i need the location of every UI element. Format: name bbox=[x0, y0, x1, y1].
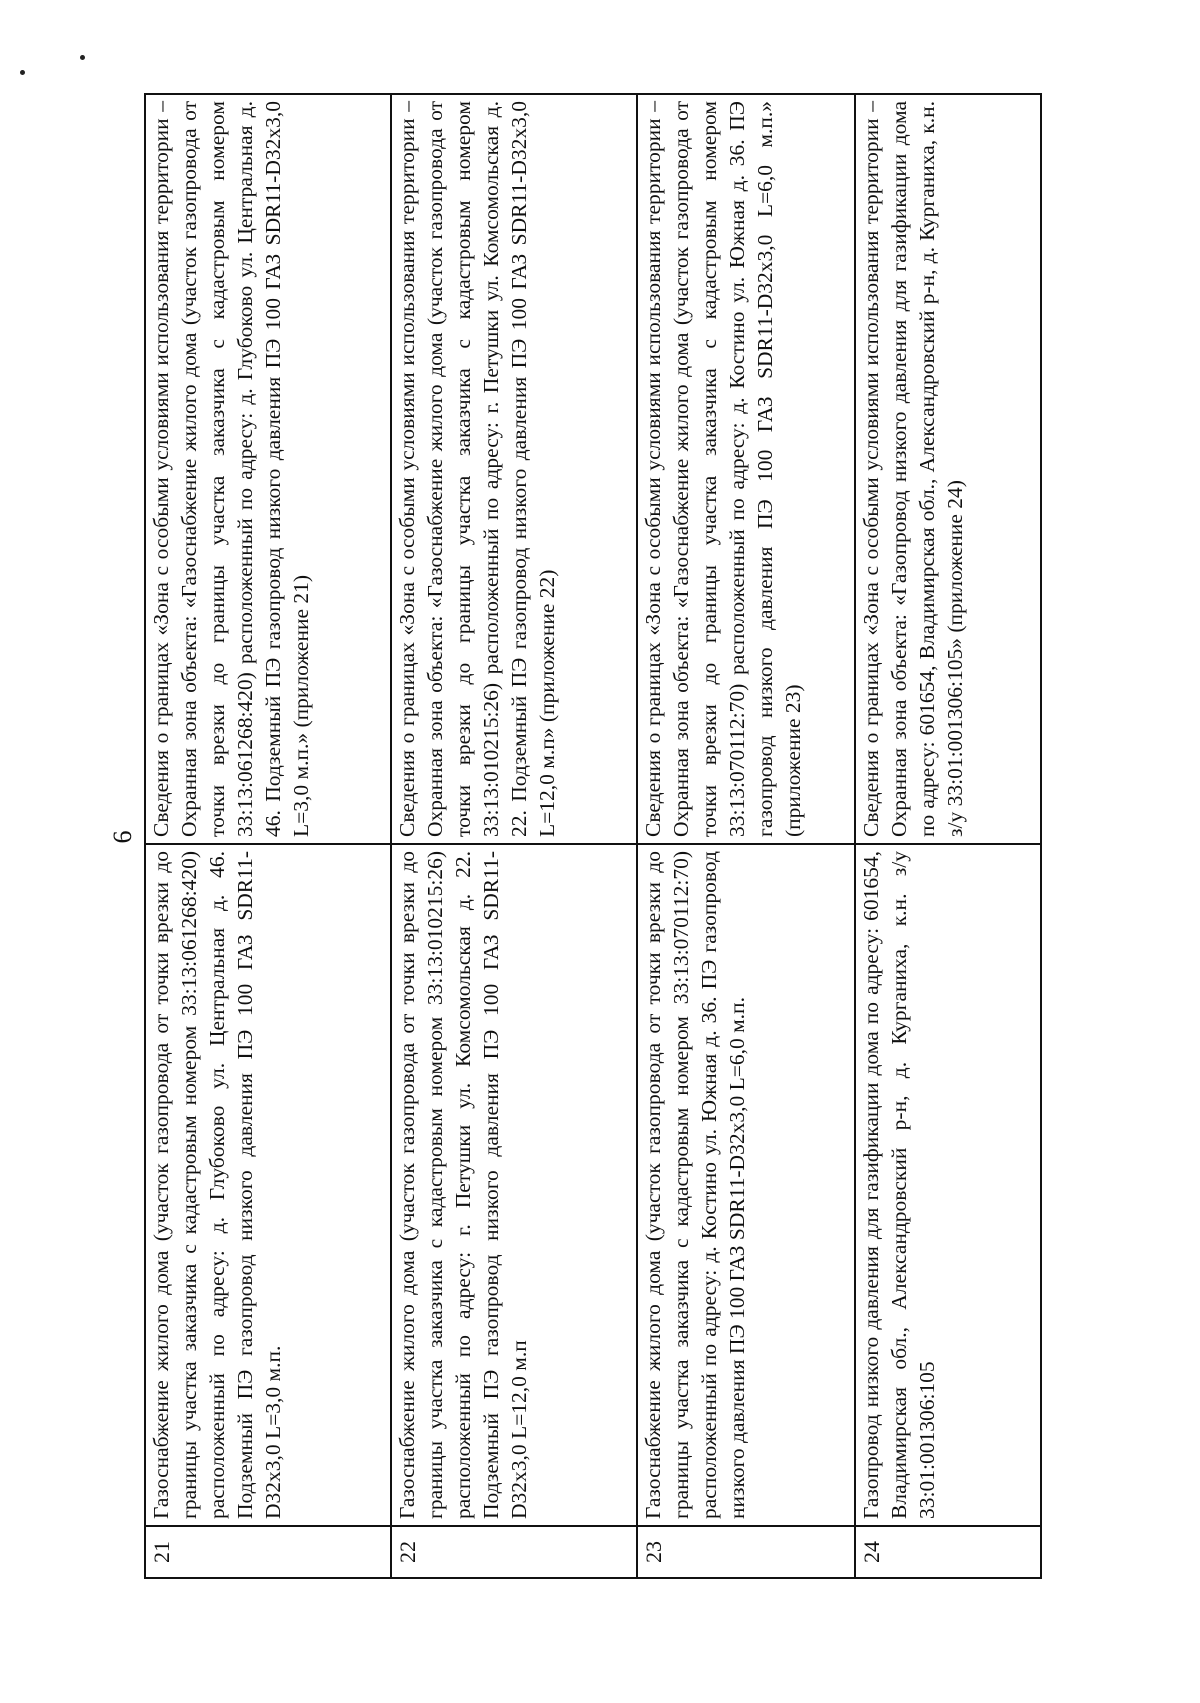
zone-info: Сведения о границах «Зона с особыми условиями использования территории – Охранная зона объекта: «Газоснабжение жилого дома (участок газопровода от точки врезки до границы участка заказчика с кадастровым номером 33:13:061268:420) расположенный по адресу: д. Глубоково ул. Центральная д. 46. Подземный ПЭ газопровод низкого давления ПЭ 100 ГАЗ SDR11-D32х3,0 L=3,0 м.п.» (приложение 21) bbox=[145, 94, 391, 844]
scan-speck bbox=[20, 70, 25, 75]
object-description: Газоснабжение жилого дома (участок газопровода от точки врезки до границы участка заказчика с кадастровым номером 33:13:070112:70) расположенный по адресу: д. Костино ул. Южная д. 36. ПЭ газопровод низкого давления ПЭ 100 ГАЗ SDR11-D32х3,0 L=6,0 м.п. bbox=[637, 844, 855, 1526]
table-row bbox=[145, 94, 391, 1578]
table-row bbox=[855, 94, 1041, 1578]
zones-table bbox=[144, 93, 1042, 1579]
table-row bbox=[637, 94, 855, 1578]
row-number: 22 bbox=[391, 1526, 637, 1578]
row-number: 23 bbox=[637, 1526, 855, 1578]
table-row bbox=[391, 94, 637, 1578]
object-description: Газоснабжение жилого дома (участок газопровода от точки врезки до границы участка заказчика с кадастровым номером 33:13:010215:26) расположенный по адресу: г. Петушки ул. Комсомольская д. 22. Подземный ПЭ газопровод низкого давления ПЭ 100 ГАЗ SDR11-D32х3,0 L=12,0 м.п bbox=[391, 844, 637, 1526]
rotated-page bbox=[100, 81, 1120, 1593]
zone-info: Сведения о границах «Зона с особыми условиями использования территории – Охранная зона объекта: «Газоснабжение жилого дома (участок газопровода от точки врезки до границы участка заказчика с кадастровым номером 33:13:070112:70) расположенный по адресу: д. Костино ул. Южная д. 36. ПЭ газопровод низкого давления ПЭ 100 ГАЗ SDR11-D32х3,0 L=6,0 м.п.» (приложение 23) bbox=[637, 94, 855, 844]
page-number: 6 bbox=[108, 830, 137, 844]
row-number: 24 bbox=[855, 1526, 1041, 1578]
object-description: Газопровод низкого давления для газификации дома по адресу: 601654, Владимирская обл., Александровский р-н, д. Курганиха, к.н. з/у 33:01:001306:105 bbox=[855, 844, 1041, 1526]
zone-info: Сведения о границах «Зона с особыми условиями использования территории – Охранная зона объекта: «Газопровод низкого давления для газификации дома по адресу: 601654, Владимирская обл., Александровский р-н, д. Курганиха, к.н. з/у 33:01:001306:105» (приложение 24) bbox=[855, 94, 1041, 844]
row-number: 21 bbox=[145, 1526, 391, 1578]
scan-speck bbox=[80, 55, 85, 60]
object-description: Газоснабжение жилого дома (участок газопровода от точки врезки до границы участка заказчика с кадастровым номером 33:13:061268:420) расположенный по адресу: д. Глубоково ул. Центральная д. 46. Подземный ПЭ газопровод низкого давления ПЭ 100 ГАЗ SDR11-D32х3,0 L=3,0 м.п. bbox=[145, 844, 391, 1526]
zone-info: Сведения о границах «Зона с особыми условиями использования территории – Охранная зона объекта: «Газоснабжение жилого дома (участок газопровода от точки врезки до границы участка заказчика с кадастровым номером 33:13:010215:26) расположенный по адресу: г. Петушки ул. Комсомольская д. 22. Подземный ПЭ газопровод низкого давления ПЭ 100 ГАЗ SDR11-D32х3,0 L=12,0 м.п» (приложение 22) bbox=[391, 94, 637, 844]
